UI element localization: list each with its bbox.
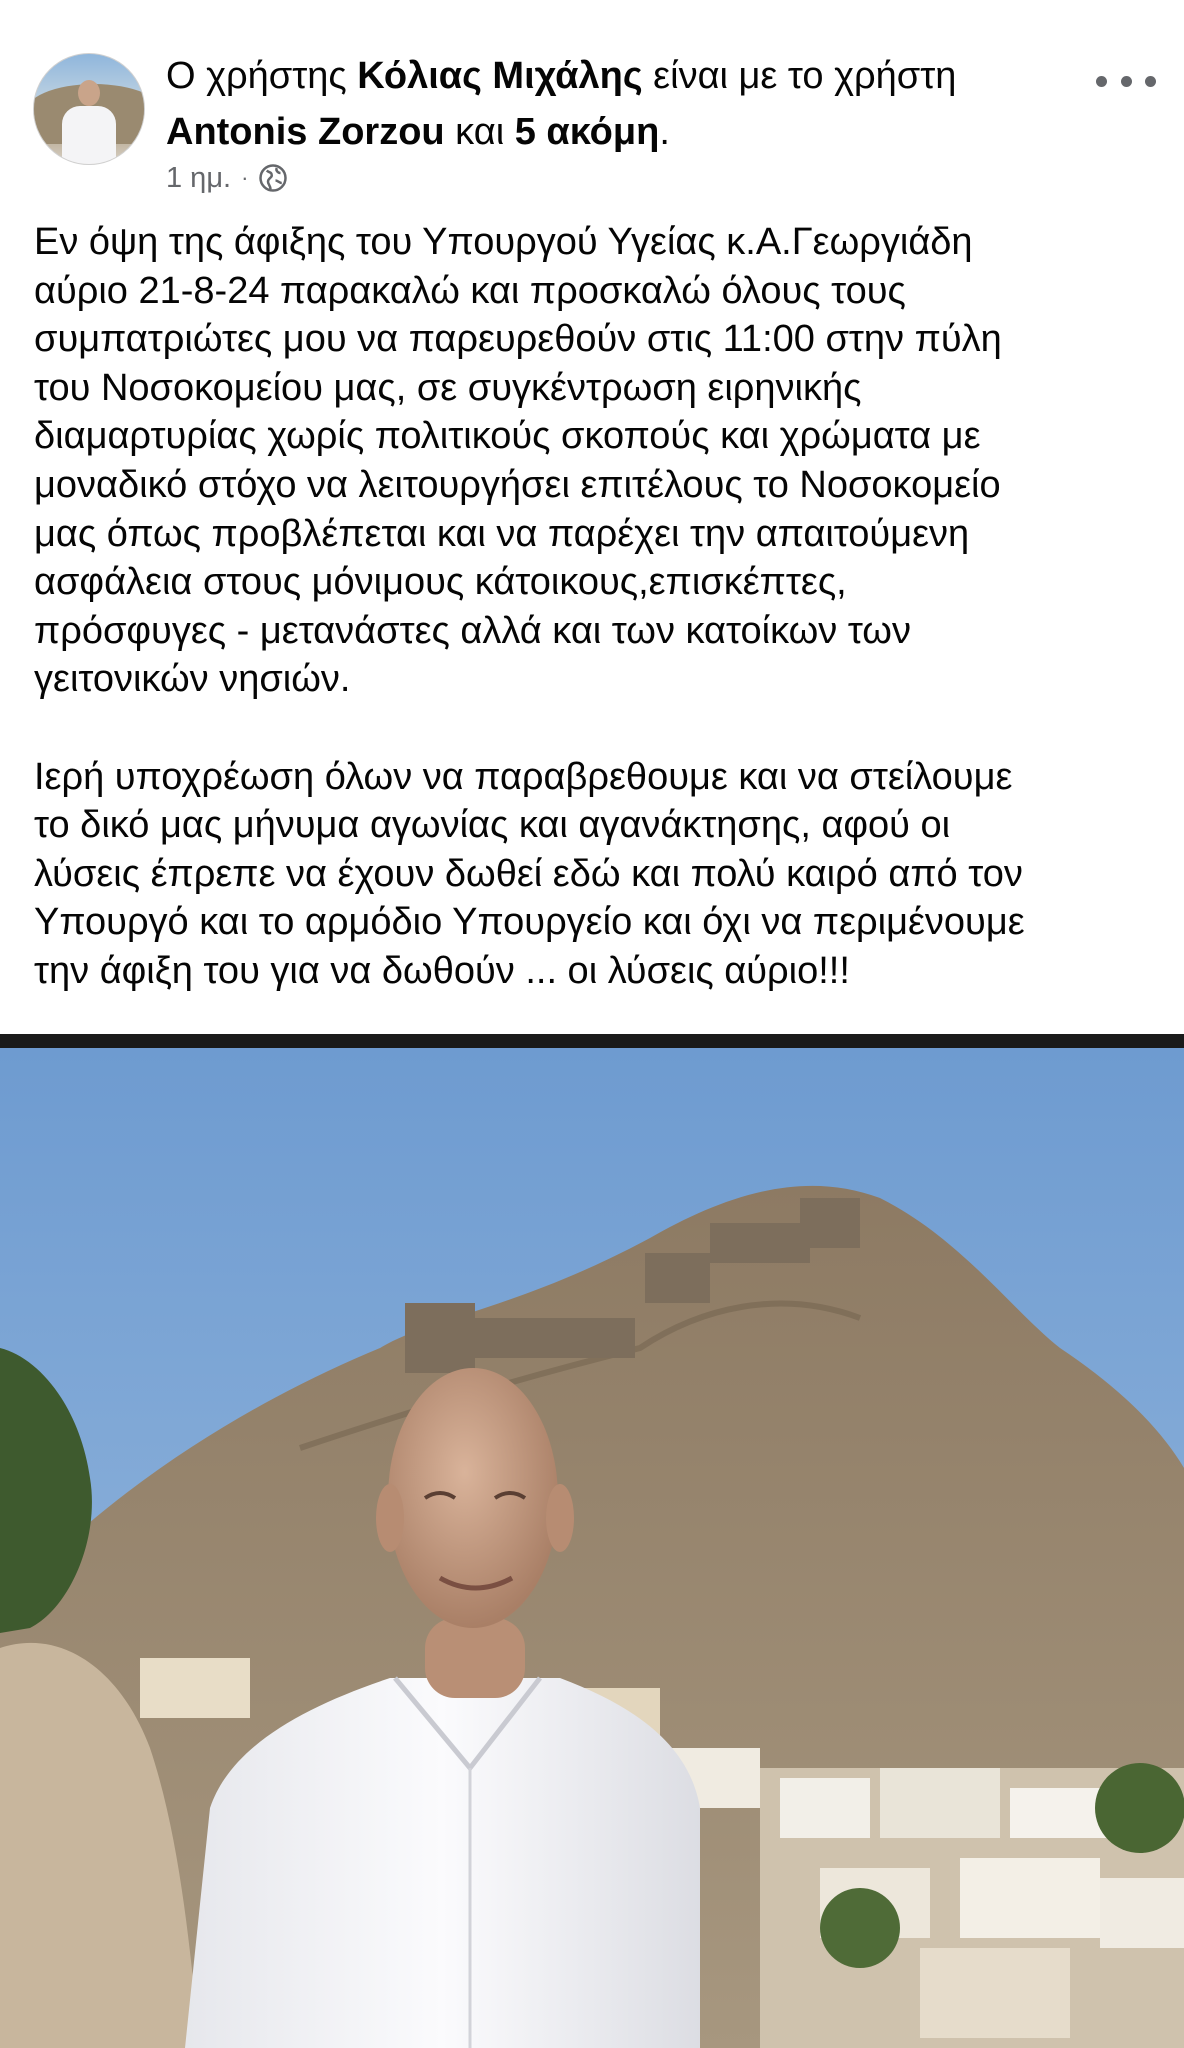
- author-name-link[interactable]: Κόλιας Μιχάλης: [357, 55, 643, 97]
- tagged-user-link[interactable]: Antonis Zorzou: [166, 111, 445, 153]
- photo-top-border: [0, 1034, 1184, 1048]
- header-prefix: Ο χρήστης: [166, 55, 358, 97]
- globe-icon[interactable]: [258, 163, 288, 193]
- post-meta: [166, 158, 288, 198]
- author-avatar[interactable]: [33, 53, 145, 165]
- person-neck: [425, 1618, 525, 1698]
- post-header-text: [166, 48, 1066, 160]
- meta-separator: ·: [241, 165, 249, 190]
- more-horizontal-icon: [1096, 76, 1107, 87]
- post-photo[interactable]: [0, 1048, 1184, 2048]
- more-options-button[interactable]: [1096, 62, 1156, 100]
- post-timestamp[interactable]: 1 ημ.: [166, 161, 232, 194]
- post-header: [0, 0, 1184, 205]
- photo-scene: [0, 1048, 1184, 2048]
- header-connector: και: [444, 111, 515, 153]
- header-middle: είναι με το χρήστη: [642, 55, 957, 97]
- header-suffix: .: [659, 111, 670, 153]
- others-link[interactable]: 5 ακόμη: [514, 111, 660, 153]
- post-body-text: Εν όψη της άφιξης του Υπουργού Υγείας κ.Α.Γεωργιάδη αύριο 21-8-24 παρακαλώ και προσκαλώ όλους τους συμπατριώτες μου να παρευρεθούν στις 11:00 στην πύλη του Νοσοκομείου μας, σε συγκέντρωση ειρηνικής διαμαρτυρίας χωρίς πολιτικούς σκοπούς και χρώματα με μοναδικό στόχο να λειτουργήσει επιτέλους το Νοσοκομείο μας όπως προβλέπεται και να παρέχει την απαιτούμενη ασφάλεια στους μόνιμους κάτοικους,επισκέπτες, πρόσφυγες - μετανάστες αλλά και των κατοίκων των γειτονικών νησιών. Ιερή υποχρέωση όλων να παραβρεθουμε και να στείλουμε το δικό μας μήνυμα αγωνίας και αγανάκτησης, αφού οι λύσεις έπρεπε να έχουν δωθεί εδώ και πολύ καιρό από τον Υπουργό και το αρμόδιο Υπουργείο και όχι να περιμένουμε την άφιξη του για να δωθούν ... οι λύσεις αύριο!!!: [34, 221, 1025, 992]
